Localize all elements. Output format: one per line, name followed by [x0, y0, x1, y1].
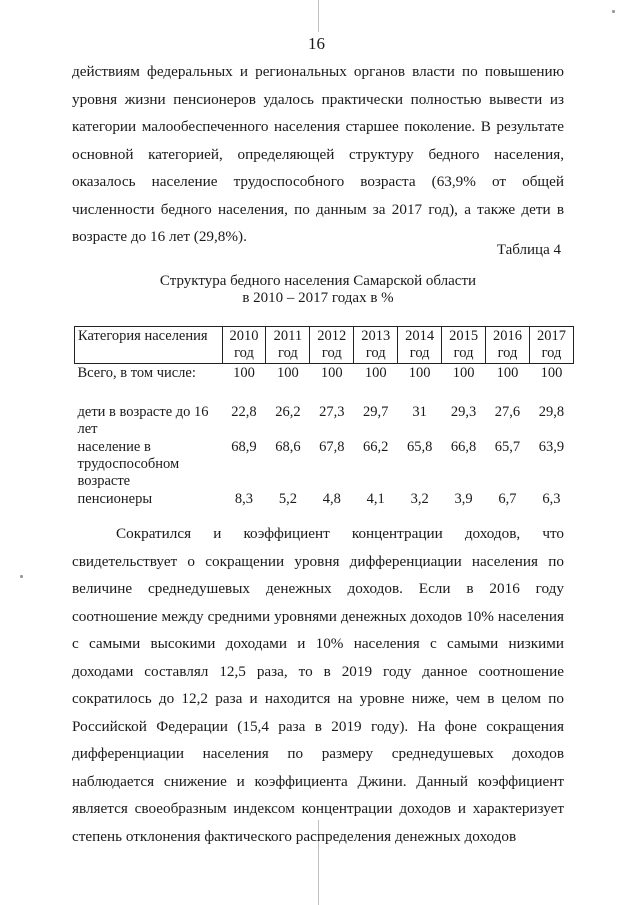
column-header-year: 2015 год [442, 327, 486, 364]
table-cell: 3,9 [454, 491, 473, 507]
column-header-year: 2014 год [398, 327, 442, 364]
scan-artifact-line [318, 0, 319, 32]
table-cell: 66,8 [450, 439, 477, 455]
table-row [75, 403, 574, 438]
table-cell: 27,3 [319, 404, 345, 420]
table-cell: 100 [408, 365, 431, 381]
page-number: 16 [308, 34, 325, 53]
table-cell: 68,6 [275, 439, 301, 455]
table-cell: 8,3 [234, 491, 254, 507]
table-cell: 100 [496, 365, 519, 381]
table-row [75, 490, 574, 511]
body-paragraph: Сократился и коэффициент концентрации доходов, что свидетельствует о сокращении уровня дифференциации населения по величине среднедушевых денежных доходов. Если в 2016 году соотношение между средними уровнями денежных доходов 10% населения с самыми высокими доходами и 10% населения с самыми низкими доходами составлял 12,5 раза, то в 2019 году данное соотношение сократилось до 12,2 раза и находится на уровне ниже, чем в целом по Российской Федерации (15,4 раза в 2019 году). На фоне сокращения дифференциации населения по размеру среднедушевых доходов наблюдается снижение и коэффициента Джини. Данный коэффициент является своеобразным индексом концентрации доходов и характеризует степень отклонения фактического распределения денежных доходов [72, 525, 564, 845]
table-cell: 68,9 [231, 439, 257, 455]
table-cell: 100 [452, 365, 475, 381]
table-cell: 65,7 [494, 439, 521, 455]
body-paragraph: действиям федеральных и региональных органов власти по повышению уровня жизни пенсионеров удалось практически полностью вывести из категории малообеспеченного населения старшее поколение. В результате основной категорией, определяющей структуру бедного населения, оказалось население трудоспособного возраста (63,9% от общей численности бедного населения, по данным за 2017 год), а также дети в возрасте до 16 лет (29,8%). [72, 63, 564, 245]
poverty-structure-table [74, 326, 574, 511]
table-cell: 100 [320, 365, 343, 381]
table-caption: Таблица 4 [496, 242, 561, 258]
table-title [72, 273, 564, 307]
table-title-line: в 2010 – 2017 годах в % [242, 290, 394, 306]
column-header-year: 2010 год [222, 327, 266, 364]
table-cell: 29,3 [450, 404, 477, 420]
table-cell: 26,2 [275, 404, 301, 420]
column-header-year: 2011 год [266, 327, 310, 364]
column-header-year: 2012 год [310, 327, 354, 364]
table-cell: 4,8 [322, 491, 341, 507]
table-title-line: Структура бедного населения Самарской области [159, 273, 477, 289]
table-cell: 66,2 [363, 439, 389, 455]
row-category: пенсионеры [77, 491, 153, 507]
column-header-year: 2013 год [354, 327, 398, 364]
column-header-year: 2016 год [486, 327, 530, 364]
table-header-row [75, 327, 574, 364]
table-cell: 6,7 [498, 491, 517, 507]
table-row [75, 438, 574, 490]
table-cell: 63,9 [538, 439, 565, 455]
table-cell: 65,8 [406, 439, 433, 455]
table-cell: 27,6 [494, 404, 521, 420]
row-category: население в трудоспособном возрасте [77, 439, 180, 489]
column-header-category: Категория населения [75, 327, 223, 364]
table-cell: 3,2 [410, 491, 429, 507]
row-category: дети в возрасте до 16 лет [77, 404, 209, 437]
row-category: Всего, в том числе: [77, 365, 196, 381]
table-cell: 31 [412, 404, 427, 420]
column-header-year: 2017 год [529, 327, 573, 364]
table-cell: 100 [364, 365, 387, 381]
scan-artifact-dot [20, 575, 23, 578]
table-cell: 22,8 [231, 404, 257, 420]
table-row [75, 364, 574, 404]
table-cell: 100 [540, 365, 563, 381]
table-cell: 100 [233, 365, 255, 381]
table-cell: 29,8 [538, 404, 565, 420]
table-cell: 100 [277, 365, 299, 381]
table-cell: 67,8 [319, 439, 345, 455]
table-cell: 6,3 [542, 491, 561, 507]
table-cell: 29,7 [363, 404, 389, 420]
table-cell: 4,1 [366, 491, 385, 507]
scan-artifact-dot [612, 10, 615, 13]
table-cell: 5,2 [278, 491, 297, 507]
